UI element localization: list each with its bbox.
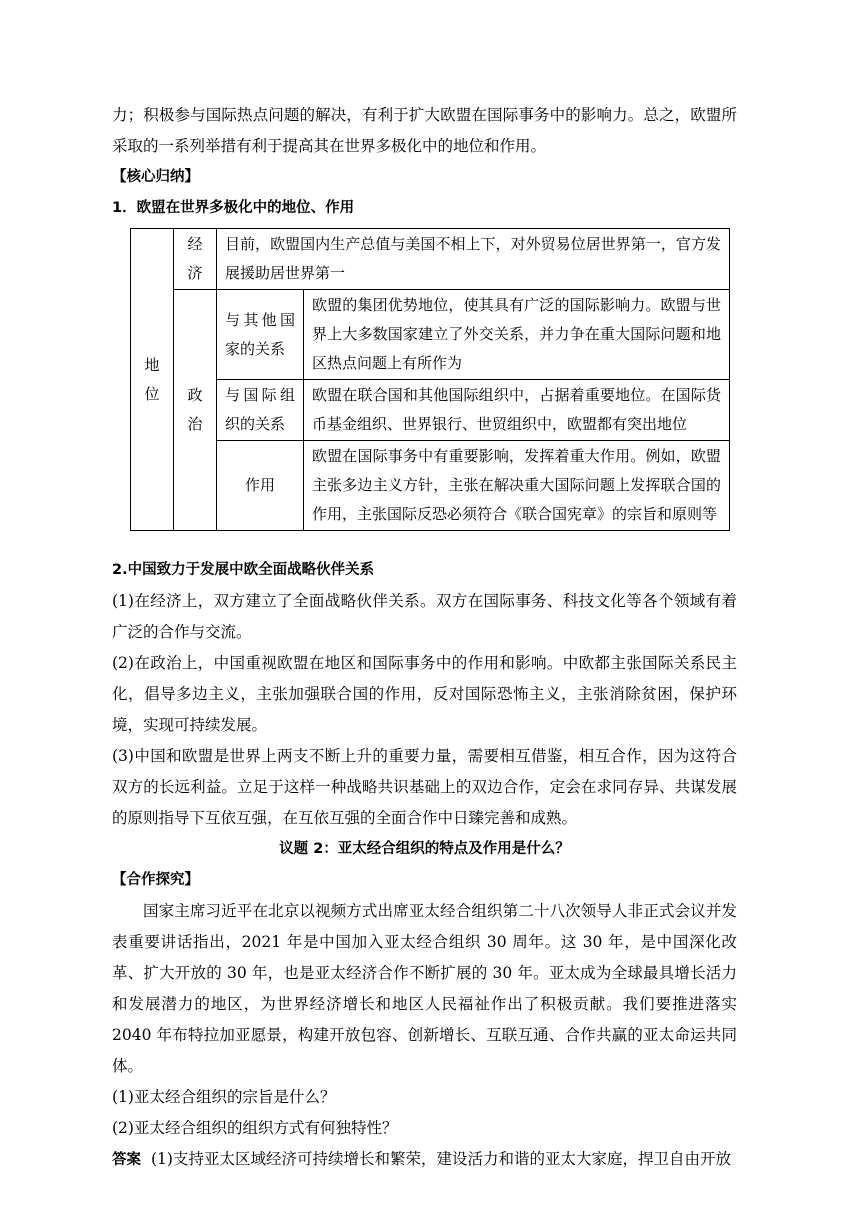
section2-item-3: (3)中国和欧盟是世界上两支不断上升的重要力量，需要相互借鉴，相互合作，因为这符合双方的长远利益。立足于这样一种战略共识基础上的双边合作，定会在求同存异、共谋发展的原则指导下互依互强，在互依互强的全面合作中日臻完善和成熟。 [112, 747, 737, 827]
status-label: 地位 [131, 229, 174, 531]
politics-label: 政治 [174, 290, 217, 531]
economy-label: 经济 [174, 229, 217, 290]
explore-heading: 【合作探究】 [112, 872, 199, 888]
economy-text: 目前，欧盟国内生产总值与美国不相上下，对外贸易位居世界第一，官方发展援助居世界第一 [217, 229, 730, 290]
section2-title: 2.中国致力于发展中欧全面战略伙伴关系 [112, 562, 375, 578]
intro-paragraph: 力；积极参与国际热点问题的解决，有利于扩大欧盟在国际事务中的影响力。总之，欧盟所采取的一系列举措有利于提高其在世界多极化中的地位和作用。 [112, 106, 737, 155]
section1-title: 1．欧盟在世界多极化中的地位、作用 [112, 200, 355, 216]
question-1: (1)亚太经合组织的宗旨是什么？ [112, 1088, 336, 1106]
topic2-title: 议题 2：亚太经合组织的特点及作用是什么？ [279, 841, 570, 857]
core-heading: 【核心归纳】 [112, 169, 199, 185]
section2-item-2: (2)在政治上，中国重视欧盟在地区和国际事务中的作用和影响。中欧都主张国际关系民主化，倡导多边主义，主张加强联合国的作用，反对国际恐怖主义，主张消除贫困，保护环境，实现可持续发展。 [112, 654, 737, 734]
question-2: (2)亚太经合组织的组织方式有何独特性？ [112, 1119, 398, 1137]
answer-label: 答案 [112, 1152, 141, 1168]
answer-text: (1)支持亚太区域经济可持续增长和繁荣，建设活力和谐的亚太大家庭，捍卫自由开放 [151, 1150, 731, 1168]
role-label: 作用 [217, 441, 304, 531]
document-page [112, 100, 737, 1176]
role-text: 欧盟在国际事务中有重要影响，发挥着重大作用。例如，欧盟主张多边主义方针，主张在解决重大国际问题上发挥联合国的作用，主张国际反恐必须符合《联合国宪章》的宗旨和原则等 [304, 441, 730, 531]
section2-item-1: (1)在经济上，双方建立了全面战略伙伴关系。双方在国际事务、科技文化等各个领域有着广泛的合作与交流。 [112, 592, 737, 641]
eu-status-role-table [130, 228, 730, 531]
other-countries-label: 与其他国家的关系 [217, 290, 304, 380]
material-paragraph: 国家主席习近平在北京以视频方式出席亚太经合组织第二十八次领导人非正式会议并发表重要讲话指出，2021 年是中国加入亚太经合组织 30 周年。这 30 年，是中国深化改革、扩大开放的 30 年，也是亚太经济合作不断扩展的 30 年。亚太成为全球最具增长活力和发展潜力的地区，为世界经济增长和地区人民福祉作出了积极贡献。我们要推进落实 2040 年布特拉加亚愿景，构建开放包容、创新增长、互联互通、合作共赢的亚太命运共同体。 [112, 902, 737, 1075]
intl-orgs-label: 与国际组织的关系 [217, 380, 304, 441]
intl-orgs-text: 欧盟在联合国和其他国际组织中，占据着重要地位。在国际货币基金组织、世界银行、世贸组织中，欧盟都有突出地位 [304, 380, 730, 441]
other-countries-text: 欧盟的集团优势地位，使其具有广泛的国际影响力。欧盟与世界上大多数国家建立了外交关系，并力争在重大国际问题和地区热点问题上有所作为 [304, 290, 730, 380]
answer-paragraph [112, 1144, 737, 1176]
